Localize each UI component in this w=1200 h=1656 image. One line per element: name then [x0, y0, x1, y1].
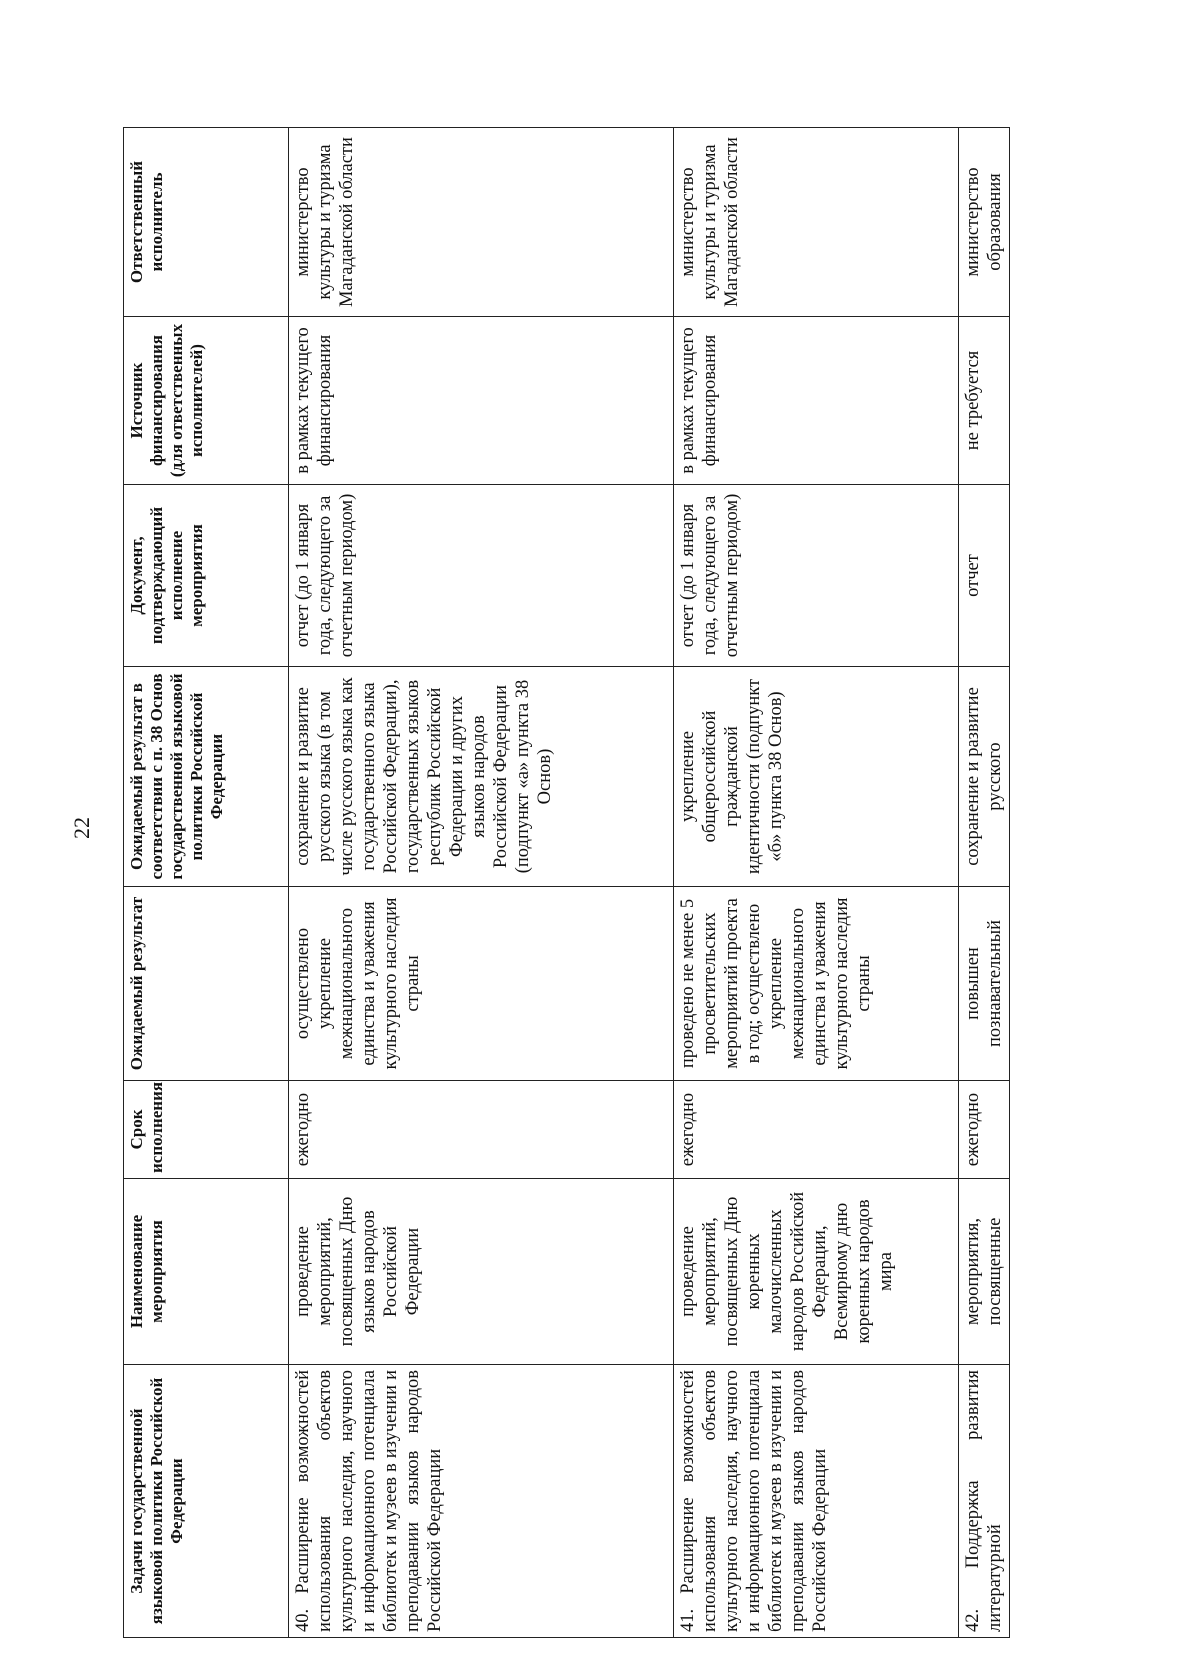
result-p38-cell: сохранение и развитие русского языка (в том числе русского языка как государственного языка Российской Федерации), государственных языков республик Российской Федерации и других языков народов Российской Федерации (подпункт «а» пункта 38 Основ) [289, 667, 674, 887]
document-cell: отчет (до 1 января года, следующего за отчетным периодом) [289, 485, 674, 667]
column-header: Задачи государственной языковой политики Российской Федерации [124, 1365, 289, 1638]
table-header-row [124, 128, 289, 1638]
result-p38-cell: укрепление общероссийской гражданской идентичности (подпункт «б» пункта 38 Основ) [674, 667, 959, 887]
table-row [289, 128, 674, 1638]
task-cell: 42. Поддержка развития литературной [959, 1365, 1010, 1638]
column-header: Ожидаемый результат [124, 887, 289, 1081]
document-cell: отчет [959, 485, 1010, 667]
executor-cell: министерство культуры и туризма Магаданской области [289, 128, 674, 317]
funding-cell: в рамках текущего финансирования [289, 317, 674, 485]
result-cell: проведено не менее 5 просветительских мероприятий проекта в год; осуществлено укрепление межнационального единства и уважения культурного наследия страны [674, 887, 959, 1081]
task-cell: 40. Расширение возможностей использования объектов культурного наследия, научного и информационного потенциала библиотек и музеев в изучении и преподавании языков народов Российской Федерации [289, 1365, 674, 1638]
column-header: Источник финансирования (для ответственных исполнителей) [124, 317, 289, 485]
table-row [959, 128, 1010, 1638]
term-cell: ежегодно [289, 1081, 674, 1179]
action-plan-table [123, 127, 1010, 1638]
result-p38-cell: сохранение и развитие русского [959, 667, 1010, 887]
task-cell: 41. Расширение возможностей использования объектов культурного наследия, научного и информационного потенциала библиотек и музеев в изучении и преподавании языков народов Российской Федерации [674, 1365, 959, 1638]
measure-cell: проведение мероприятий, посвященных Дню коренных малочисленных народов Российской Федерации, Всемирному дню коренных народов мира [674, 1179, 959, 1365]
document-cell: отчет (до 1 января года, следующего за отчетным периодом) [674, 485, 959, 667]
result-cell: осуществлено укрепление межнационального единства и уважения культурного наследия страны [289, 887, 674, 1081]
measure-cell: мероприятия, посвященные [959, 1179, 1010, 1365]
column-header: Документ, подтверждающий исполнение мероприятия [124, 485, 289, 667]
funding-cell: не требуется [959, 317, 1010, 485]
column-header: Ответственный исполнитель [124, 128, 289, 317]
result-cell: повышен познавательный [959, 887, 1010, 1081]
column-header: Наименование мероприятия [124, 1179, 289, 1365]
page-number: 22 [69, 817, 94, 839]
executor-cell: министерство культуры и туризма Магаданской области [674, 128, 959, 317]
column-header: Срок исполнения [124, 1081, 289, 1179]
funding-cell: в рамках текущего финансирования [674, 317, 959, 485]
table-row [674, 128, 959, 1638]
term-cell: ежегодно [959, 1081, 1010, 1179]
executor-cell: министерство образования [959, 128, 1010, 317]
term-cell: ежегодно [674, 1081, 959, 1179]
measure-cell: проведение мероприятий, посвященных Дню языков народов Российской Федерации [289, 1179, 674, 1365]
rotated-page-content [123, 128, 1005, 1638]
column-header: Ожидаемый результат в соответствии с п. 38 Основ государственной языковой политики Российской Федерации [124, 667, 289, 887]
